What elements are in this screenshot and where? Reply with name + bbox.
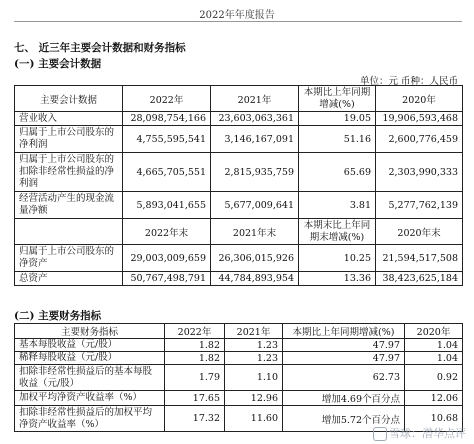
col-header: 本期比上年同期增减(%) [283,324,405,339]
row-label: 营业收入 [15,112,123,126]
cell-value: 4,665,705,551 [123,153,211,192]
cell-value: 11.60 [225,406,283,432]
page-header: 2022年年度报告 [199,10,275,21]
cell-value: 12.06 [405,391,463,406]
cell-value: 5,893,041,655 [123,192,211,219]
row-label: 总资产 [15,272,123,286]
watermark [373,425,466,441]
cell-value: 65.69 [299,153,376,192]
col-header: 2022年 [123,86,211,112]
cell-value: 5,677,009,641 [211,192,299,219]
cell-value: 23,603,063,361 [211,112,299,126]
accounting-data-table [14,85,463,286]
cell-value: 2,600,776,459 [376,126,463,153]
table-row [15,365,463,391]
table-header-row [15,324,463,339]
cell-value: 13.36 [299,272,376,286]
row-label: 加权平均净资产收益率（%） [15,391,165,406]
cell-value: 1.04 [405,352,463,365]
col-header [15,219,123,245]
row-label: 经营活动产生的现金流量净额 [15,192,123,219]
cell-value: 19.05 [299,112,376,126]
row-label: 归属于上市公司股东的净利润 [15,126,123,153]
cell-value: 62.73 [283,365,405,391]
table-row [15,339,463,352]
cell-value: 2,815,935,759 [211,153,299,192]
header-divider [14,21,462,22]
table-row [15,352,463,365]
col-header: 2022年 [165,324,225,339]
cell-value: 增加4.69个百分点 [283,391,405,406]
cell-value: 28,098,754,166 [123,112,211,126]
cell-value: 47.97 [283,339,405,352]
col-header: 2020年 [405,324,463,339]
table-row [15,192,463,219]
cell-value: 17.32 [165,406,225,432]
cell-value: 10.68 [405,406,463,432]
table-row [15,126,463,153]
cell-value: 12.96 [225,391,283,406]
cell-value: 1.82 [165,339,225,352]
cell-value: 1.82 [165,352,225,365]
col-header: 2021年 [225,324,283,339]
unit-line: 单位：元 币种：人民币 [359,76,458,87]
row-label: 基本每股收益（元/股） [15,339,165,352]
col-header: 2021年末 [211,219,299,245]
cell-value: 1.10 [225,365,283,391]
row-label: 扣除非经常性损益后的基本每股收益（元/股） [15,365,165,391]
cell-value: 1.79 [165,365,225,391]
col-header: 本期比上年同期增减(%) [299,86,376,112]
row-label: 归属于上市公司股东的净资产 [15,245,123,272]
cell-value: 19,906,593,468 [376,112,463,126]
row-label: 稀释每股收益（元/股） [15,352,165,365]
cell-value: 50,767,498,791 [123,272,211,286]
cell-value: 0.92 [405,365,463,391]
col-header: 主要财务指标 [15,324,165,339]
cell-value: 29,003,009,659 [123,245,211,272]
cell-value: 38,423,625,184 [376,272,463,286]
col-header: 主要会计数据 [15,86,123,112]
table-row [15,245,463,272]
cell-value: 3.81 [299,192,376,219]
cell-value: 21,594,517,508 [376,245,463,272]
cell-value: 5,277,762,139 [376,192,463,219]
subsection-financial-indicators: (二) 主要财务指标 [14,310,102,322]
table-row [15,112,463,126]
snowball-logo-icon [373,427,387,441]
section-title: 七、 近三年主要会计数据和财务指标 [14,42,186,54]
cell-value: 1.04 [405,339,463,352]
cell-value: 17.65 [165,391,225,406]
table-row [15,391,463,406]
row-label: 归属于上市公司股东的扣除非经常性损益的净利润 [15,153,123,192]
col-header: 本期末比上年同期末增减(%) [299,219,376,245]
col-header: 2020年 [376,86,463,112]
col-header: 2022年末 [123,219,211,245]
cell-value: 26,306,015,926 [211,245,299,272]
cell-value: 1.23 [225,352,283,365]
subsection-accounting-data: (一) 主要会计数据 [14,58,102,70]
cell-value: 增加5.72个百分点 [283,406,405,432]
cell-value: 4,755,595,541 [123,126,211,153]
watermark-text: 雪球：潜华点评 [389,427,466,440]
cell-value: 1.23 [225,339,283,352]
table-header-row [15,219,463,245]
cell-value: 10.25 [299,245,376,272]
cell-value: 44,784,893,954 [211,272,299,286]
col-header: 2020年末 [376,219,463,245]
row-label: 扣除非经常性损益后的加权平均净资产收益率（%） [15,406,165,432]
cell-value: 2,303,990,333 [376,153,463,192]
cell-value: 3,146,167,091 [211,126,299,153]
cell-value: 47.97 [283,352,405,365]
table-row [15,272,463,286]
table-row [15,153,463,192]
cell-value: 51.16 [299,126,376,153]
col-header: 2021年 [211,86,299,112]
table-header-row [15,86,463,112]
financial-indicators-table [14,323,463,432]
